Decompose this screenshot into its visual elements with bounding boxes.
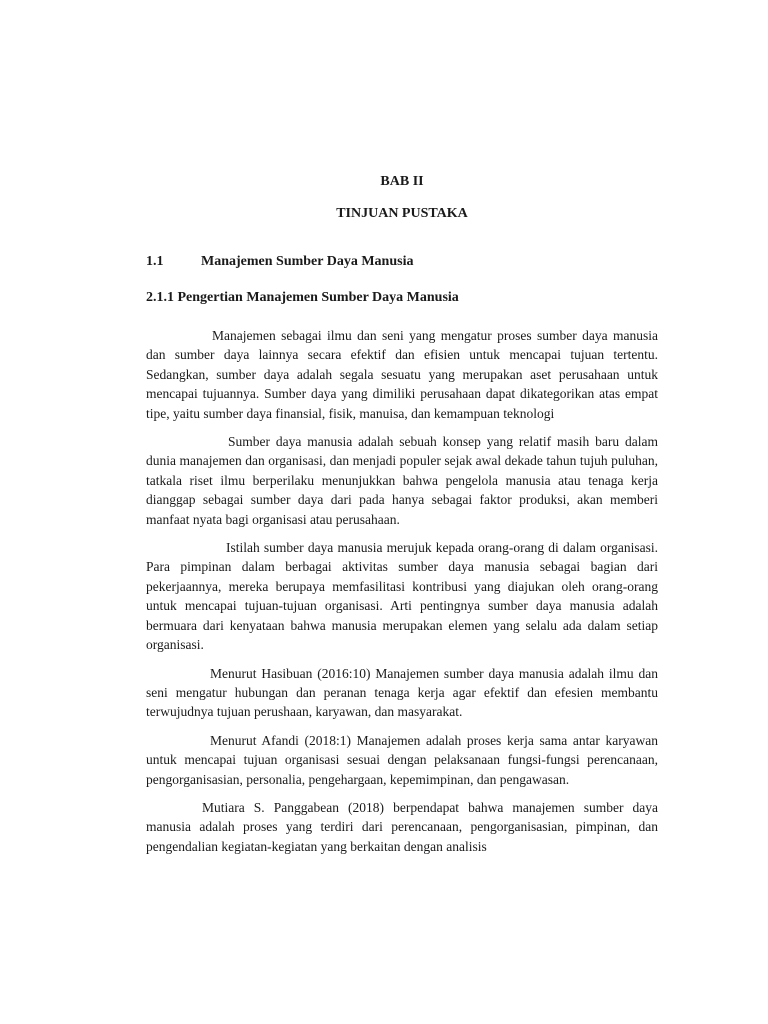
paragraph: Mutiara S. Panggabean (2018) berpendapat bahwa manajemen sumber daya manusia adalah proses yang terdiri dari perencanaan, pengorganisasian, pimpinan, dan pengendalian kegiatan-kegiatan yang berkaitan dengan analisis — [146, 799, 658, 854]
paragraph: Menurut Afandi (2018:1) Manajemen adalah proses kerja sama antar karyawan untuk mencapai tujuan organisasi sesuai dengan pelaksanaan fungsi-fungsi perencanaan, pengorganisasian, personalia, pengehargaan, kepemimpinan, dan pengawasan. — [146, 732, 658, 787]
paragraph: Menurut Hasibuan (2016:10) Manajemen sumber daya manusia adalah ilmu dan seni mengatur hubungan dan peranan tenaga kerja agar efektif dan efesien membantu terwujudnya tujuan perushaan, karyawan, dan masyarakat. — [146, 665, 658, 720]
paragraph: Istilah sumber daya manusia merujuk kepada orang-orang di dalam organisasi. Para pimpinan dalam berbagai aktivitas sumber daya manusia sebagai bagian dari pekerjaannya, mereka berupaya memfasilitasi kontribusi yang diajukan oleh orang-orang untuk mencapai tujuan-tujuan organisasi. Arti pentingnya sumber daya manusia adalah bermuara dari kenyataan bahwa manusia merupakan elemen yang selalu ada dalam setiap organisasi. — [146, 540, 658, 653]
paragraph: Manajemen sebagai ilmu dan seni yang mengatur proses sumber daya manusia dan sumber daya lainnya secara efektif dan efisien untuk mencapai tujuan tertentu. Sedangkan, sumber daya adalah segala sesuatu yang merupakan aset perusahaan untuk mencapai tujuannya. Sumber daya yang dimiliki perusahaan dapat dikategorikan atas empat tipe, yaitu sumber daya finansial, fisik, manuisa, dan kemampuan teknologi — [146, 328, 658, 421]
chapter-title: BAB II — [380, 174, 424, 189]
chapter-subtitle: TINJUAN PUSTAKA — [336, 206, 468, 221]
page-content — [146, 172, 658, 856]
paragraph: Sumber daya manusia adalah sebuah konsep yang relatif masih baru dalam dunia manajemen dan organisasi, dan menjadi populer sejak awal dekade tahun tujuh puluhan, tatkala riset ilmu berperilaku menunjukkan bahwa pengelola manusia atau tenaga kerja dianggap sebagai sumber daya dari pada hanya sebagai faktor produksi, akan memberi manfaat nyata bagi organisasi atau perusahaan. — [146, 434, 658, 527]
section-heading — [146, 252, 658, 272]
section-number: 1.1 — [146, 254, 164, 269]
section-title: Manajemen Sumber Daya Manusia — [201, 254, 414, 269]
subsection-heading: 2.1.1 Pengertian Manajemen Sumber Daya Manusia — [146, 290, 459, 305]
